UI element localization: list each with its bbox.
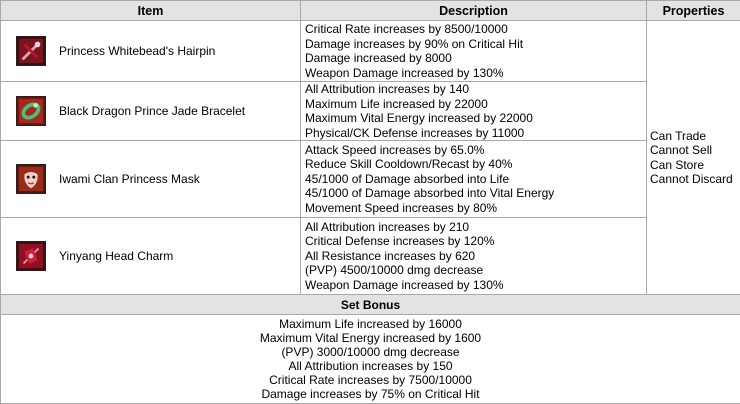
- item-cell: [1, 21, 301, 82]
- stat-line: Maximum Vital Energy increased by 22000: [305, 111, 533, 125]
- description-column-header: Description: [301, 1, 647, 21]
- stat-line: Weapon Damage increased by 130%: [305, 277, 504, 292]
- stat-line: 45/1000 of Damage absorbed into Vital Energy: [305, 186, 555, 201]
- stat-line: Reduce Skill Cooldown/Recast by 40%: [305, 157, 513, 172]
- stat-line: Damage increased by 8000: [305, 51, 452, 65]
- set-bonus-title: Set Bonus: [1, 295, 740, 315]
- stat-line: Maximum Life increased by 22000: [305, 96, 488, 111]
- properties-cell: [647, 21, 740, 295]
- item-description: [301, 218, 647, 295]
- stat-line: Movement Speed increases by 80%: [305, 200, 498, 215]
- item-cell: [1, 218, 301, 295]
- stat-line: Damage increases by 90% on Critical Hit: [305, 36, 524, 51]
- stat-line: All Resistance increases by 620: [305, 248, 476, 263]
- properties-column-header: Properties: [647, 1, 740, 21]
- item-name: Iwami Clan Princess Mask: [59, 172, 200, 186]
- hairpin-icon: [16, 36, 46, 66]
- bonus-line: All Attribution increases by 150: [288, 359, 453, 373]
- item-cell: [1, 141, 301, 218]
- set-bonus-header-row: [1, 295, 740, 315]
- item-name: Black Dragon Prince Jade Bracelet: [59, 104, 246, 118]
- bonus-line: (PVP) 3000/10000 dmg decrease: [281, 345, 460, 359]
- item-description: [301, 21, 647, 82]
- property-cannot-discard: Cannot Discard: [650, 172, 733, 186]
- stat-line: Attack Speed increases by 65.0%: [305, 142, 485, 157]
- property-can-store: Can Store: [650, 157, 705, 172]
- bonus-line: Maximum Life increased by 16000: [279, 317, 462, 331]
- stat-line: All Attribution increases by 210: [305, 219, 470, 234]
- item-cell: [1, 82, 301, 141]
- stat-line: Critical Defense increases by 120%: [305, 234, 495, 249]
- jade-bracelet-icon: [16, 96, 46, 126]
- table-row: [1, 82, 740, 141]
- set-bonus-row: [1, 315, 740, 404]
- item-description: [301, 141, 647, 218]
- stat-line: Critical Rate increases by 8500/10000: [305, 22, 508, 36]
- stat-line: Weapon Damage increased by 130%: [305, 65, 504, 80]
- table-row: [1, 218, 740, 295]
- property-cannot-sell: Cannot Sell: [650, 143, 713, 157]
- item-name: Yinyang Head Charm: [59, 249, 174, 263]
- stat-line: 45/1000 of Damage absorbed into Life: [305, 171, 510, 186]
- table-row: [1, 21, 740, 82]
- bonus-line: Maximum Vital Energy increased by 1600: [259, 331, 482, 345]
- bonus-line: Damage increases by 75% on Critical Hit: [261, 387, 480, 401]
- item-description: [301, 82, 647, 141]
- item-name: Princess Whitebead's Hairpin: [59, 44, 216, 58]
- table-row: [1, 141, 740, 218]
- table-header-row: [1, 1, 740, 21]
- property-can-trade: Can Trade: [650, 128, 707, 143]
- set-bonus-cell: [1, 315, 740, 404]
- head-charm-icon: [16, 241, 46, 271]
- mask-icon: [16, 164, 46, 194]
- stat-line: Physical/CK Defense increases by 11000: [305, 125, 525, 140]
- stat-line: (PVP) 4500/10000 dmg decrease: [305, 263, 484, 278]
- bonus-line: Critical Rate increases by 7500/10000: [269, 373, 472, 387]
- item-column-header: Item: [1, 1, 301, 21]
- stat-line: All Attribution increases by 140: [305, 82, 470, 96]
